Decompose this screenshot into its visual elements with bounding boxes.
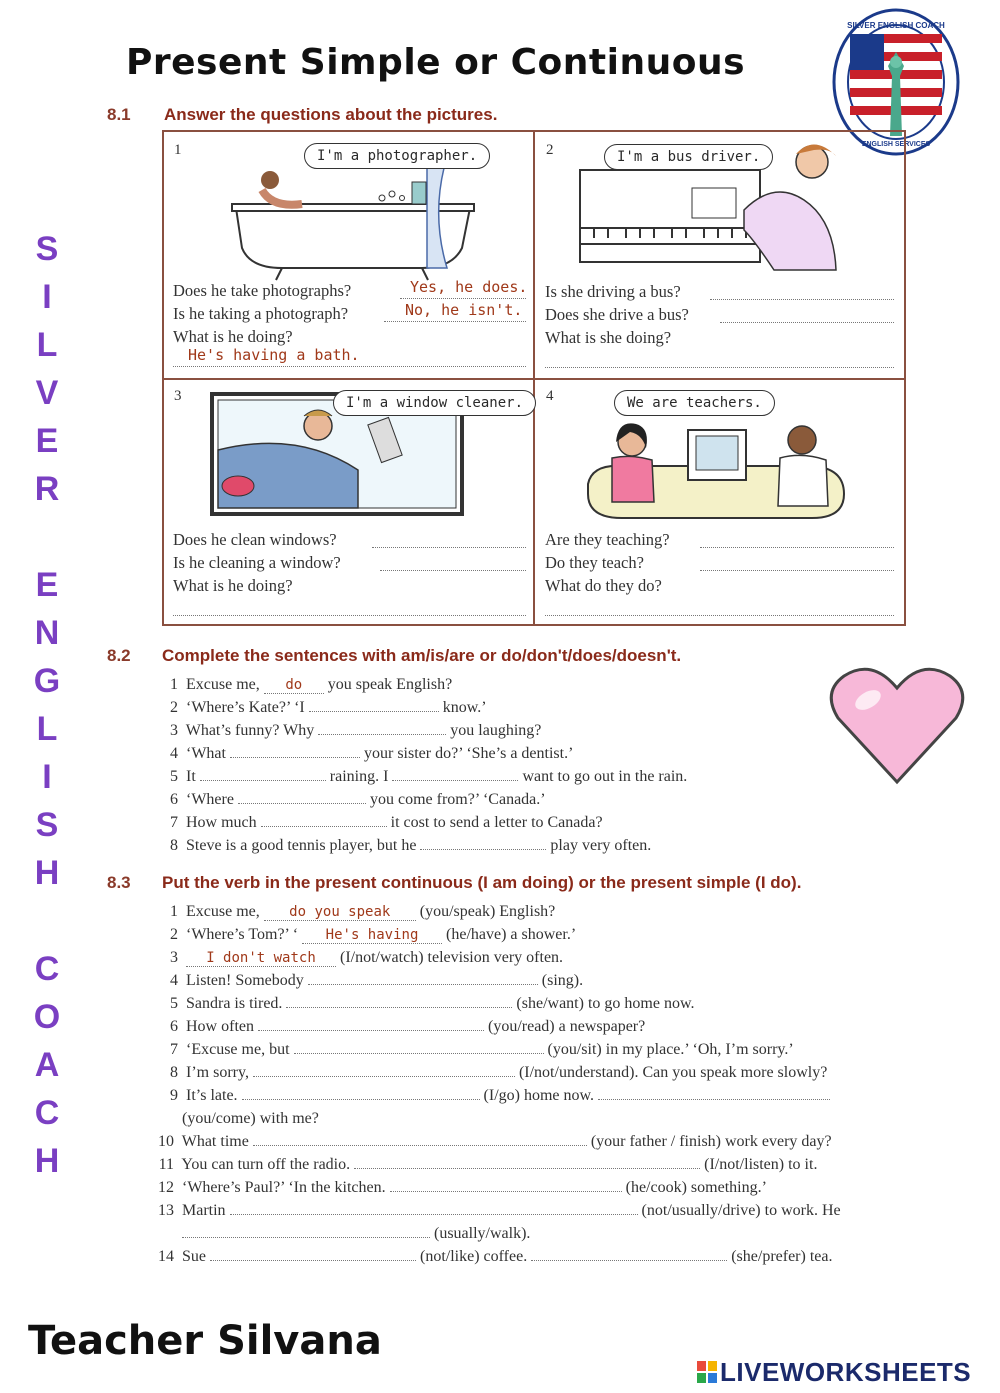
line-text: (sing).	[541, 972, 584, 989]
line-text: Steve is a good tennis player, but he	[186, 837, 417, 854]
exercise-82-line-3	[160, 722, 541, 740]
panel-3-speech-bubble: I'm a window cleaner.	[333, 390, 536, 416]
blank-83-14a[interactable]	[210, 1248, 416, 1261]
line-text: you laughing?	[450, 722, 542, 739]
blank-83-8[interactable]	[253, 1064, 515, 1077]
panel-3-question-3: What is he doing?	[173, 576, 293, 595]
line-text: (your father / finish) work every day?	[590, 1133, 832, 1150]
side-letter: L	[36, 710, 58, 748]
line-text: (not/like) coffee.	[420, 1248, 528, 1265]
line-number: 6	[170, 1018, 178, 1035]
line-text: You can turn off the radio.	[181, 1156, 351, 1173]
blank-82-6[interactable]	[238, 791, 366, 804]
side-letter: H	[34, 1142, 60, 1180]
side-letter: C	[34, 1094, 60, 1132]
side-letter: V	[35, 374, 59, 412]
exercise-83-line-5	[160, 995, 694, 1013]
exercise-82-line-6	[160, 791, 546, 809]
section-81-number: 8.1	[107, 105, 131, 124]
panel-4-question-1: Are they teaching?	[545, 530, 670, 549]
panel-3-question-1: Does he clean windows?	[173, 530, 337, 549]
line-text: Excuse me,	[186, 676, 260, 693]
line-text: ‘What	[186, 745, 226, 762]
panel-divider-horizontal	[162, 378, 906, 380]
logo-ring-bottom: ENGLISH SERVICES	[861, 141, 931, 148]
blank-83-12[interactable]	[390, 1179, 622, 1192]
logo-ring-top: SILVER ENGLISH COACH	[847, 21, 945, 30]
panel-3-answer-1-line	[372, 531, 526, 548]
panel-3-number: 3	[174, 388, 182, 404]
line-number: 7	[170, 1041, 178, 1058]
blank-83-9a[interactable]	[242, 1087, 480, 1100]
line-number: 5	[170, 995, 178, 1012]
exercise-83-line-8	[160, 1064, 827, 1082]
blank-83-10[interactable]	[253, 1133, 587, 1146]
liveworksheets-brand[interactable]: LIVEWORKSHEETS	[720, 1357, 972, 1387]
blank-82-3[interactable]	[318, 722, 446, 735]
line-text: What’s funny? Why	[185, 722, 315, 739]
line-text: it cost to send a letter to Canada?	[390, 814, 603, 831]
blank-83-14b[interactable]	[531, 1248, 727, 1261]
exercise-83-line-11	[150, 1156, 817, 1174]
line-text: Sandra is tired.	[186, 995, 283, 1012]
blank-83-3[interactable]: I don't watch	[186, 950, 336, 967]
exercise-83-line-2	[160, 926, 576, 944]
panel-2-question-3: What is she doing?	[545, 328, 672, 347]
panel-1-answer-2: No, he isn't.	[405, 301, 523, 319]
line-text: ‘Excuse me, but	[186, 1041, 290, 1058]
line-text: (she/prefer) tea.	[731, 1248, 833, 1265]
page-title: Present Simple or Continuous	[126, 42, 746, 83]
line-text: Excuse me,	[186, 903, 260, 920]
line-text: (I/not/watch) television very often.	[340, 949, 564, 966]
line-number: 11	[158, 1156, 174, 1173]
exercise-83-line-12	[150, 1179, 767, 1197]
line-number: 2	[170, 926, 178, 943]
blank-83-5[interactable]	[286, 995, 512, 1008]
side-letter: E	[35, 422, 59, 460]
panel-1-speech-bubble: I'm a photographer.	[304, 143, 490, 169]
section-82-number: 8.2	[107, 646, 131, 665]
exercise-83-line-14	[150, 1248, 832, 1266]
line-number: 10	[158, 1133, 174, 1150]
line-text: (he/cook) something.’	[625, 1179, 767, 1196]
line-number: 5	[170, 768, 178, 785]
line-text: ‘Where’s Kate?’ ‘I	[186, 699, 305, 716]
line-number: 6	[170, 791, 178, 808]
side-letter: I	[42, 278, 52, 316]
exercise-83-line-9	[160, 1087, 830, 1105]
panel-2-question-1: Is she driving a bus?	[545, 282, 681, 301]
side-letter	[30, 897, 64, 945]
line-number: 7	[170, 814, 178, 831]
exercise-83-line-13	[150, 1202, 841, 1220]
line-number: 1	[170, 903, 178, 920]
liveworksheets-icon	[697, 1361, 717, 1383]
blank-83-1[interactable]: do you speak	[264, 904, 416, 921]
panel-4-answer-1-line	[700, 531, 894, 548]
line-text: (I/not/listen) to it.	[704, 1156, 818, 1173]
line-text: (you/come) with me?	[182, 1110, 319, 1127]
line-text: Sue	[182, 1248, 206, 1265]
side-letter: R	[34, 470, 60, 508]
blank-83-2[interactable]: He's having	[302, 927, 442, 944]
blank-82-2[interactable]	[309, 699, 439, 712]
panel-3-answer-3-line	[173, 599, 526, 616]
line-text: (you/sit) in my place.’ ‘Oh, I’m sorry.’	[547, 1041, 794, 1058]
line-number: 4	[170, 745, 178, 762]
blank-83-13a[interactable]	[230, 1202, 638, 1215]
line-text: (you/read) a newspaper?	[487, 1018, 646, 1035]
bath-illustration	[222, 168, 484, 286]
panel-4-answer-3-line	[545, 599, 894, 616]
line-text: It’s late.	[186, 1087, 238, 1104]
line-text: How often	[186, 1018, 254, 1035]
blank-82-8[interactable]	[420, 837, 546, 850]
panel-4-question-3: What do they do?	[545, 576, 662, 595]
line-number: 12	[158, 1179, 174, 1196]
panel-3-question-2: Is he cleaning a window?	[173, 553, 341, 572]
exercise-83-line-7	[160, 1041, 794, 1059]
line-number: 3	[170, 949, 178, 966]
panel-2-answer-3-line	[545, 351, 894, 368]
exercise-82-line-2	[160, 699, 487, 717]
exercise-83-line-10	[150, 1133, 832, 1151]
line-text: Martin	[182, 1202, 226, 1219]
exercise-83-line-1	[160, 903, 555, 921]
line-number: 9	[170, 1087, 178, 1104]
side-letter: S	[35, 230, 59, 268]
section-81-instruction: Answer the questions about the pictures.	[164, 105, 498, 124]
line-text: ‘Where’s Paul?’ ‘In the kitchen.	[182, 1179, 386, 1196]
blank-83-11[interactable]	[354, 1156, 700, 1169]
exercise-83-line-9-continued	[182, 1110, 319, 1128]
panel-4-answer-2-line	[700, 554, 894, 571]
panel-1-question-3: What is he doing?	[173, 327, 293, 346]
blank-83-6[interactable]	[258, 1018, 484, 1031]
panel-4-number: 4	[546, 388, 554, 404]
blank-82-5a[interactable]	[200, 768, 326, 781]
line-text: I’m sorry,	[186, 1064, 249, 1081]
side-letter: E	[35, 566, 59, 604]
line-number: 4	[170, 972, 178, 989]
line-text: (I/go) home now.	[483, 1087, 595, 1104]
teacher-name: Teacher Silvana	[28, 1318, 382, 1364]
line-number: 2	[170, 699, 178, 716]
side-letter: O	[33, 998, 61, 1036]
side-letter: C	[34, 950, 60, 988]
panel-1-question-1: Does he take photographs?	[173, 281, 352, 300]
line-text: raining. I	[329, 768, 389, 785]
blank-83-9b[interactable]	[598, 1087, 830, 1100]
line-text: (I/not/understand). Can you speak more slowly?	[518, 1064, 828, 1081]
section-82-instruction: Complete the sentences with am/is/are or do/don't/does/doesn't.	[162, 646, 682, 665]
line-text: (not/usually/drive) to work. He	[641, 1202, 841, 1219]
line-text: play very often.	[550, 837, 652, 854]
line-text: What time	[181, 1133, 249, 1150]
line-text: your sister do?’ ‘She’s a dentist.’	[363, 745, 574, 762]
blank-82-1[interactable]: do	[264, 677, 324, 694]
panel-4-speech-bubble: We are teachers.	[614, 390, 775, 416]
line-text: know.’	[442, 699, 487, 716]
line-number: 3	[170, 722, 178, 739]
panel-1-number: 1	[174, 142, 182, 158]
panel-3-answer-2-line	[380, 554, 526, 571]
exercise-82-line-8	[160, 837, 651, 855]
panel-2-speech-bubble: I'm a bus driver.	[604, 144, 773, 170]
line-number: 13	[158, 1202, 174, 1219]
side-letter: L	[36, 326, 58, 364]
panel-1-question-2: Is he taking a photograph?	[173, 304, 349, 323]
exercise-83-line-4	[160, 972, 583, 990]
line-text: ‘Where’s Tom?’ ‘	[186, 926, 299, 943]
exercise-83-line-3	[160, 949, 563, 967]
blank-83-7[interactable]	[294, 1041, 544, 1054]
side-letter	[30, 513, 64, 561]
side-letter: G	[33, 662, 61, 700]
line-text: you speak English?	[327, 676, 453, 693]
line-text: (she/want) to go home now.	[516, 995, 695, 1012]
line-text: (usually/walk).	[434, 1225, 531, 1242]
line-text: How much	[186, 814, 257, 831]
side-letter: A	[34, 1046, 60, 1084]
exercise-82-line-4	[160, 745, 573, 763]
side-vertical-text	[30, 225, 64, 1185]
line-number: 8	[170, 1064, 178, 1081]
panel-1-answer-3: He's having a bath.	[188, 346, 360, 364]
section-83-number: 8.3	[107, 873, 131, 892]
side-letter: H	[34, 854, 60, 892]
exercise-82-line-5	[160, 768, 687, 786]
blank-83-4[interactable]	[308, 972, 538, 985]
heart-decoration	[828, 664, 966, 788]
panel-4-question-2: Do they teach?	[545, 553, 644, 572]
side-letter: N	[34, 614, 60, 652]
line-text: you come from?’ ‘Canada.’	[369, 791, 546, 808]
line-text: ‘Where	[186, 791, 234, 808]
blank-82-7[interactable]	[261, 814, 387, 827]
teachers-illustration	[582, 414, 848, 524]
blank-82-4[interactable]	[230, 745, 360, 758]
line-text: (he/have) a shower.’	[446, 926, 577, 943]
blank-83-13b[interactable]	[182, 1225, 430, 1238]
side-letter: I	[42, 758, 52, 796]
line-text: (you/speak) English?	[419, 903, 556, 920]
exercise-82-line-7	[160, 814, 603, 832]
panel-2-answer-1-line	[710, 283, 894, 300]
panel-2-question-2: Does she drive a bus?	[545, 305, 689, 324]
blank-82-5b[interactable]	[392, 768, 518, 781]
line-text: Listen! Somebody	[186, 972, 304, 989]
line-text: It	[186, 768, 196, 785]
panel-1-answer-1: Yes, he does.	[410, 278, 528, 296]
exercise-83-line-13-continued	[182, 1225, 530, 1243]
exercise-83-line-6	[160, 1018, 645, 1036]
side-letter: S	[35, 806, 59, 844]
panel-2-number: 2	[546, 142, 554, 158]
line-text: want to go out in the rain.	[522, 768, 688, 785]
panel-2-answer-2-line	[720, 306, 894, 323]
line-number: 14	[158, 1248, 174, 1265]
line-number: 8	[170, 837, 178, 854]
line-number: 1	[170, 676, 178, 693]
exercise-82-line-1	[160, 676, 452, 694]
section-83-instruction: Put the verb in the present continuous (I am doing) or the present simple (I do).	[162, 873, 802, 892]
